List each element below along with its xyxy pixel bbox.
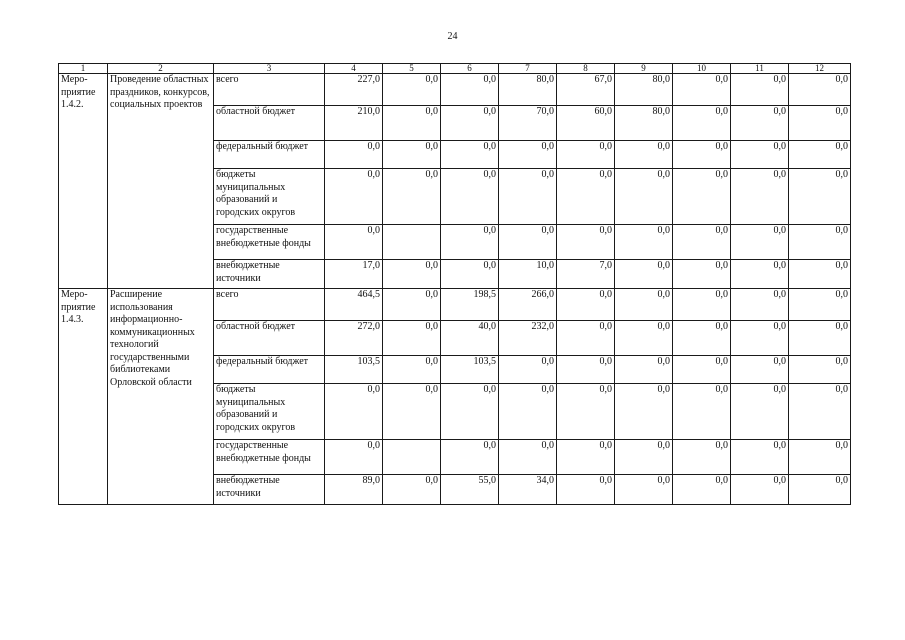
amount-cell: 0,0	[557, 289, 615, 321]
amount-cell: 0,0	[441, 74, 499, 106]
amount-cell: 0,0	[731, 106, 789, 141]
amount-cell: 0,0	[383, 106, 441, 141]
amount-cell: 210,0	[325, 106, 383, 141]
amount-cell: 0,0	[557, 141, 615, 169]
table-row	[59, 74, 851, 106]
amount-cell: 0,0	[383, 321, 441, 356]
amount-cell: 0,0	[731, 169, 789, 225]
amount-cell: 0,0	[789, 289, 851, 321]
amount-cell: 0,0	[731, 74, 789, 106]
amount-cell: 0,0	[789, 475, 851, 505]
column-number: 1	[59, 64, 108, 74]
amount-cell: 67,0	[557, 74, 615, 106]
amount-cell: 0,0	[441, 440, 499, 475]
amount-cell: 0,0	[499, 225, 557, 260]
amount-cell: 70,0	[499, 106, 557, 141]
column-number-row	[59, 64, 851, 74]
amount-cell: 0,0	[615, 384, 673, 440]
amount-cell: 0,0	[383, 289, 441, 321]
amount-cell	[383, 440, 441, 475]
amount-cell: 80,0	[615, 106, 673, 141]
amount-cell: 0,0	[731, 260, 789, 289]
amount-cell: 272,0	[325, 321, 383, 356]
funding-source: федеральный бюджет	[214, 356, 325, 384]
amount-cell: 0,0	[557, 356, 615, 384]
amount-cell: 198,5	[441, 289, 499, 321]
funding-source: всего	[214, 74, 325, 106]
amount-cell: 89,0	[325, 475, 383, 505]
measure-code: Меро-приятие 1.4.3.	[59, 289, 108, 505]
column-number: 12	[789, 64, 851, 74]
amount-cell: 0,0	[615, 225, 673, 260]
amount-cell: 0,0	[441, 225, 499, 260]
column-number: 2	[108, 64, 214, 74]
column-number: 4	[325, 64, 383, 74]
amount-cell: 0,0	[789, 74, 851, 106]
amount-cell: 0,0	[789, 141, 851, 169]
column-number: 8	[557, 64, 615, 74]
amount-cell: 0,0	[673, 169, 731, 225]
amount-cell: 0,0	[383, 384, 441, 440]
column-number: 5	[383, 64, 441, 74]
funding-source: внебюджетные источники	[214, 260, 325, 289]
measure-name: Проведение областных праздников, конкурсов, социальных проектов	[108, 74, 214, 289]
amount-cell: 7,0	[557, 260, 615, 289]
amount-cell: 80,0	[499, 74, 557, 106]
amount-cell: 0,0	[499, 169, 557, 225]
amount-cell: 0,0	[499, 384, 557, 440]
amount-cell: 0,0	[557, 384, 615, 440]
amount-cell: 464,5	[325, 289, 383, 321]
amount-cell: 103,5	[441, 356, 499, 384]
amount-cell: 0,0	[673, 260, 731, 289]
amount-cell: 0,0	[441, 141, 499, 169]
amount-cell: 0,0	[615, 321, 673, 356]
amount-cell: 0,0	[731, 321, 789, 356]
amount-cell: 0,0	[325, 225, 383, 260]
amount-cell: 0,0	[383, 475, 441, 505]
amount-cell: 0,0	[557, 440, 615, 475]
amount-cell: 60,0	[557, 106, 615, 141]
amount-cell: 0,0	[325, 384, 383, 440]
funding-source: областной бюджет	[214, 321, 325, 356]
amount-cell: 0,0	[731, 440, 789, 475]
amount-cell: 0,0	[557, 225, 615, 260]
amount-cell: 0,0	[731, 475, 789, 505]
amount-cell: 0,0	[557, 475, 615, 505]
column-number: 10	[673, 64, 731, 74]
amount-cell: 0,0	[789, 169, 851, 225]
amount-cell: 34,0	[499, 475, 557, 505]
column-number: 11	[731, 64, 789, 74]
amount-cell: 0,0	[441, 260, 499, 289]
amount-cell: 0,0	[557, 169, 615, 225]
budget-table	[58, 63, 851, 505]
amount-cell: 17,0	[325, 260, 383, 289]
funding-source: всего	[214, 289, 325, 321]
amount-cell: 0,0	[557, 321, 615, 356]
column-number: 6	[441, 64, 499, 74]
funding-source: внебюджетные источники	[214, 475, 325, 505]
amount-cell: 266,0	[499, 289, 557, 321]
amount-cell: 0,0	[383, 141, 441, 169]
measure-code: Меро-приятие 1.4.2.	[59, 74, 108, 289]
amount-cell: 0,0	[673, 384, 731, 440]
amount-cell: 80,0	[615, 74, 673, 106]
amount-cell	[383, 225, 441, 260]
amount-cell: 0,0	[731, 225, 789, 260]
amount-cell: 0,0	[499, 440, 557, 475]
amount-cell: 0,0	[615, 475, 673, 505]
amount-cell: 232,0	[499, 321, 557, 356]
table-row	[59, 289, 851, 321]
amount-cell: 0,0	[673, 475, 731, 505]
amount-cell: 0,0	[789, 440, 851, 475]
amount-cell: 0,0	[615, 289, 673, 321]
amount-cell: 0,0	[615, 356, 673, 384]
amount-cell: 0,0	[325, 440, 383, 475]
amount-cell: 227,0	[325, 74, 383, 106]
amount-cell: 0,0	[441, 169, 499, 225]
amount-cell: 0,0	[441, 106, 499, 141]
amount-cell: 0,0	[383, 169, 441, 225]
amount-cell: 55,0	[441, 475, 499, 505]
amount-cell: 0,0	[673, 356, 731, 384]
amount-cell: 0,0	[673, 74, 731, 106]
column-number: 3	[214, 64, 325, 74]
amount-cell: 0,0	[673, 440, 731, 475]
column-number: 7	[499, 64, 557, 74]
amount-cell: 0,0	[383, 260, 441, 289]
amount-cell: 0,0	[673, 225, 731, 260]
amount-cell: 0,0	[441, 384, 499, 440]
page-number: 24	[447, 31, 458, 42]
amount-cell: 0,0	[673, 106, 731, 141]
amount-cell: 0,0	[615, 260, 673, 289]
amount-cell: 0,0	[731, 289, 789, 321]
amount-cell: 0,0	[673, 141, 731, 169]
amount-cell: 0,0	[731, 356, 789, 384]
funding-source: бюджеты муниципальных образований и городских округов	[214, 169, 325, 225]
amount-cell: 0,0	[673, 289, 731, 321]
amount-cell: 0,0	[789, 260, 851, 289]
amount-cell: 0,0	[673, 321, 731, 356]
amount-cell: 0,0	[789, 356, 851, 384]
funding-source: государственные внебюджетные фонды	[214, 225, 325, 260]
amount-cell: 40,0	[441, 321, 499, 356]
amount-cell: 10,0	[499, 260, 557, 289]
amount-cell: 0,0	[325, 141, 383, 169]
funding-source: областной бюджет	[214, 106, 325, 141]
funding-source: государственные внебюджетные фонды	[214, 440, 325, 475]
amount-cell: 0,0	[499, 356, 557, 384]
amount-cell: 0,0	[383, 74, 441, 106]
amount-cell: 0,0	[325, 169, 383, 225]
measure-name: Расширение использования информационно-коммуникационных технологий государственными библиотеками Орловской области	[108, 289, 214, 505]
amount-cell: 0,0	[615, 169, 673, 225]
amount-cell: 0,0	[383, 356, 441, 384]
funding-source: бюджеты муниципальных образований и городских округов	[214, 384, 325, 440]
amount-cell: 103,5	[325, 356, 383, 384]
amount-cell: 0,0	[789, 225, 851, 260]
funding-source: федеральный бюджет	[214, 141, 325, 169]
column-number: 9	[615, 64, 673, 74]
amount-cell: 0,0	[789, 321, 851, 356]
amount-cell: 0,0	[615, 440, 673, 475]
amount-cell: 0,0	[789, 384, 851, 440]
amount-cell: 0,0	[499, 141, 557, 169]
amount-cell: 0,0	[731, 384, 789, 440]
amount-cell: 0,0	[789, 106, 851, 141]
amount-cell: 0,0	[731, 141, 789, 169]
amount-cell: 0,0	[615, 141, 673, 169]
